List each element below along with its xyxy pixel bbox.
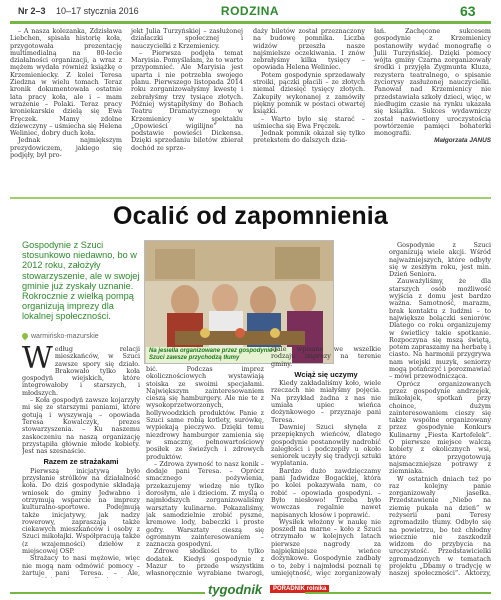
photo-caption: Na jesiella organizowane przez gospodynie z Szuci zawsze przychodzą tłumy (146, 347, 292, 363)
top-column-1 (10, 28, 122, 159)
section-title: RODZINA (220, 4, 280, 18)
location-pin-icon (21, 332, 29, 340)
bottom-column-4 (389, 242, 491, 578)
section-divider (10, 197, 491, 199)
paragraph: – Zdrowa żywność to nasz konik – dodaje pani Teresa. – Oprócz smacznego pożywienia, przekazujemy wiedzę nie tylko dorosłym, ale i dzieciom. Z myślą o najmłodszych zorganizowaliśmy warsztaty kulinarne. Pokazaliśmy, jak samodzielnie zrobić pyszne, kremowe lody, babeczki i proste gofry. Warsztaty cieszą się ogromnym zainteresowaniem – zaznacza gospodyni. (146, 459, 264, 549)
paragraph: Gospodynie z Szuci organizują wiele akcji. Wśród najważniejszych, które odbyły się w zeszłym roku, jest min. Dzień Seniora. (389, 242, 491, 279)
bottom-column-3 (271, 346, 381, 578)
paragraph: W ostatnich dniach też po raz kolejny panie zorganizowały jasełka. Przedstawienie „Niebo na ziemię pukała na dzień” w reżyserii pani Teresy zgromadziło tłumy. Odbyło się na powietrzu, bo też chłodny wiecznie nie zaszkodził widzom do przybycia na uroczystość. Przedstawicielki zgromadzonych w tematach projektu „Dbamy o tradycję w naszej społeczności”. Aktorzy, (389, 474, 491, 578)
article-title: Ocalić od zapomnienia (112, 202, 389, 230)
footer-rule-left (10, 592, 205, 594)
paragraph: – Koła gospodyń zawsze kojarzyły mi się ze starszymi paniami, które gotują i wyszywają – opowiada Teresa Kowalczyk, prezes stowarzyszenia. – Ku naszemu zaskoczeniu na naszą organizację przystąpiła głównie młode kobiety. Jest nas szesnaście. (22, 396, 140, 456)
paragraph: Oprócz organizowanych przez gospodynie andrzejek, mikołajek, spotkań przy choince, dużym zainteresowaniem cieszy się także wspólne organizowany przez gospodynie Konkurs Kulinarny „Fiesta Kartofelek”. O pierwsze miejsce walczą kobiety z okolicznych wsi, które przygotowują najsmaczniejsze potrawy z ziemniaka. (389, 379, 491, 476)
paragraph: bić. Podczas imprez okolicznościowych wystawiają stoiska ze swoimi specjałami. Największym zainteresowaniem cieszą się hamburgery. Ale nie te z wysokoprzetworzonych, hollywoodzkich produktów. Panie z Szuci same robią kotlety, surówkę, wypiekają pieczywo. Dzięki temu niezdrowy hamburger zamienia się w smaczny, pełnowartościowy posiłek ze świeżych i zdrowych produktów. (146, 366, 264, 461)
region-label: warmińsko-mazurskie (31, 333, 99, 340)
paragraph: łań. Zachęcone sukcesem gospodynie z Krzemienicy postanowiły wydać monografię o Julii Turzyńskiej. Dzięki pomocy wójta gminy Czarna zorganizowały środki i przyjęła Zygmunta Kluza, rezystera teatralnego, o spisanie życiorysy zasłużonej nauczycielki. Panował nad Krzemienicy nie przedstawiała szkoły dzieci, więc, w niedługim czasie na rynku ukazała się książka. Sukces wydawniczy został naświetlony uroczystością powtórzenie pamięci bohaterki monografii. (374, 27, 491, 138)
article-lead: Gospodynie z Szuci stosunkowo niedawno, bo w 2012 roku, założyły stowarzyszenie, ale w swojej gminie już zyskały uznanie. Rokrocznie z wielką pompą organizują imprezy dla lokalnej społeczności. (22, 240, 140, 322)
paragraph: Strażacy to nasi mężowie, więc nie mogą nam odmówić pomocy – żartuje pani Teresa. – Ale, (22, 554, 140, 577)
paragraph: Jednak najmiększym prezydowiczem, jakiego się podjęły, był pro- (10, 136, 122, 160)
header-rule (10, 21, 491, 24)
photo-illustration (145, 241, 333, 363)
paragraph: Według relacji mieszkańców, w Szuci zawsze spory się działo. Brakowało tylko koła gospodyń wiejskich, które integrowałoby i starszych, i młodszych. (22, 346, 140, 397)
bottom-column-1 (22, 346, 140, 578)
paragraph: – A nasza kolezanka, Zdzisława Liebchen, spisała historię koła, przygotowała prezentację multimedialną na 80-lecie działalności organizacji, a wraz z mężem wydała również książkę o Krzemieniecky. Z kolei Teresa Ziedzna w wielu tomach Teraz kronik dokumentowała ostatnie lata pracy koła, ale i – mam wrażenie – Polaki. Teraz pracy kroniekarskie dzielą się Ewa Fręczek. Mamy zdolne dziewczyny – uśmiecha się Helena Weliniec, dobry duch koła. (10, 27, 122, 138)
paragraph: Potem gospodynie sprzedawały stroiki, pączki płacili – ze złotych niemal dziesięć tysięcy złotych. Zakupiły wykonanej z zamówiły piękny pomnik w postaci otwartej książki. (253, 70, 365, 116)
paragraph: stale wpisane we wszelkie rodzaju imprezy na terenie gminy. (271, 346, 381, 368)
subheading: Razem ze strażakami (43, 457, 119, 467)
footer-rule-right (305, 592, 491, 594)
issue-number: Nr 2–3 (18, 6, 46, 16)
paragraph: Dawniej Szuci słynęła z przepięknych wieńców, dlatego gospodynie postanowiły nadrobić zaległości i podczepiły u około seniorek uczyły się tradycji sztuki wyplatania. (271, 422, 381, 468)
footer-badge: PORADNIK rolnika (270, 585, 329, 593)
footer-logo: tygodnik (208, 582, 263, 597)
top-column-2 (131, 28, 243, 152)
paragraph: – Warto było się starać – uśmiecha się Ewa Fręczek. (253, 114, 365, 130)
subheading: Wciąż się uczymy (294, 369, 358, 379)
paragraph: Pierwszą inicjatywą było przysłanie strólków na działalność koła. Do dziś gospodynie składają wniosek do gminy Jedwabno i otrzymują wsparcie na imprezy kulturalno-sportowe. Podejmują także inicjatywy, jak nadzy rowerowy, zapraszają także ciekawych mieszkańców i osoby z Szuci mikołajki. Współpracują także (z wzajemności) dziełów z miejscowej OSP. (22, 466, 140, 556)
drop-cap: W (22, 346, 53, 376)
paragraph: – Pierwsza podjęła temat Maryisia. Pomyślałam, że to warto przypomnieć. Ale Maryisia jest uparta i nie potrzebła swojego planu. Pierwszego listopada 2014 roku zorganizowałyśmy kwestę i zebrałyśmy trzy tysiące złotych. Później wystąpiłyśmy do Bohach Teatru Dramatycznego w Krzemienicy w spektaklu „Opowieści wigilijne” na podstawie powieści Dickensa. Dzięki sprzedaniu biletów zbierał dochód ze sprze- (131, 48, 243, 152)
paragraph: Zdrowe słodkości to tylko dodatek. Kiedyś gospodynie z Mazur to przede wszystkim własnoręcznie wyrabiane twarogi, (146, 547, 264, 578)
paragraph: Jednak pomnik okazał się tylko pretekstem do dalszych dzia- (253, 129, 365, 145)
paragraph: Bardzo dużo zawdzięczamy pani Jadwidze Bogackiej, która po kolei pokazywała nam, co robić – opowiada gospodyni. – Było niesłowo! Trzeba było wowczas regalnie nawet napisanych kłosów i poprawić. (271, 466, 381, 519)
paragraph: jekt Julia Turzyńskiej – zasłużonej działaczki społecznej i nauczycielki z Krzemienicy. (131, 27, 243, 50)
paragraph: Kiedy zakładaliśmy koło, wiele rzeczach nie miałyśmy pojęcia. Na przykład żadna z nas nie umiała upiec wieńca dożynkowego – przyznaje pani Teresa. (271, 379, 381, 424)
region-tag (22, 333, 99, 340)
paragraph: daży biletów został przeznaczony na budowę pomnika. Liczba widzów przeszła nasze najśmielsze oczekiwania. I znów zebrałyśmy kilka tysięcy – opowiada Helena Weliniec. (253, 27, 365, 72)
author-signature: Małgorzata JANUS (434, 137, 491, 145)
issue-info (18, 6, 139, 16)
top-column-4 (374, 28, 491, 145)
paragraph: Wysiłek włożony w naukę nie poszedł na marne – koło z Szuci otrzymało w kolejnych latach pierwsze nagrody za najpiękniejsze wieńce dożynkowe. Gospodynie zadbały o to, żeby i najmłodsi poznali tę umiejętność, więc zorganizowały (271, 517, 381, 577)
issue-dates: 10–17 stycznia 2016 (56, 6, 139, 16)
paragraph: Zauważyliśmy, że dla starszych osób możliwość wyjścia z domu jest bardzo ważna. Samotność, marazm, brak kontaktu z ludźmi – to największe bolączki seniorów. Dlatego co roku organizujemy w świetlicy takie spotkanie. Rozpoczyna się mszą świętą, potem zapraszamy na herbatę i ciasto. Na harmonii przygrywa nam wiejski muzyk, seniorzy mogą potańczyć i porozmawiać – mówi przewodnicząca. (389, 277, 491, 381)
top-column-3 (253, 28, 365, 145)
bottom-column-2 (146, 366, 264, 578)
page-number: 63 (460, 3, 476, 19)
